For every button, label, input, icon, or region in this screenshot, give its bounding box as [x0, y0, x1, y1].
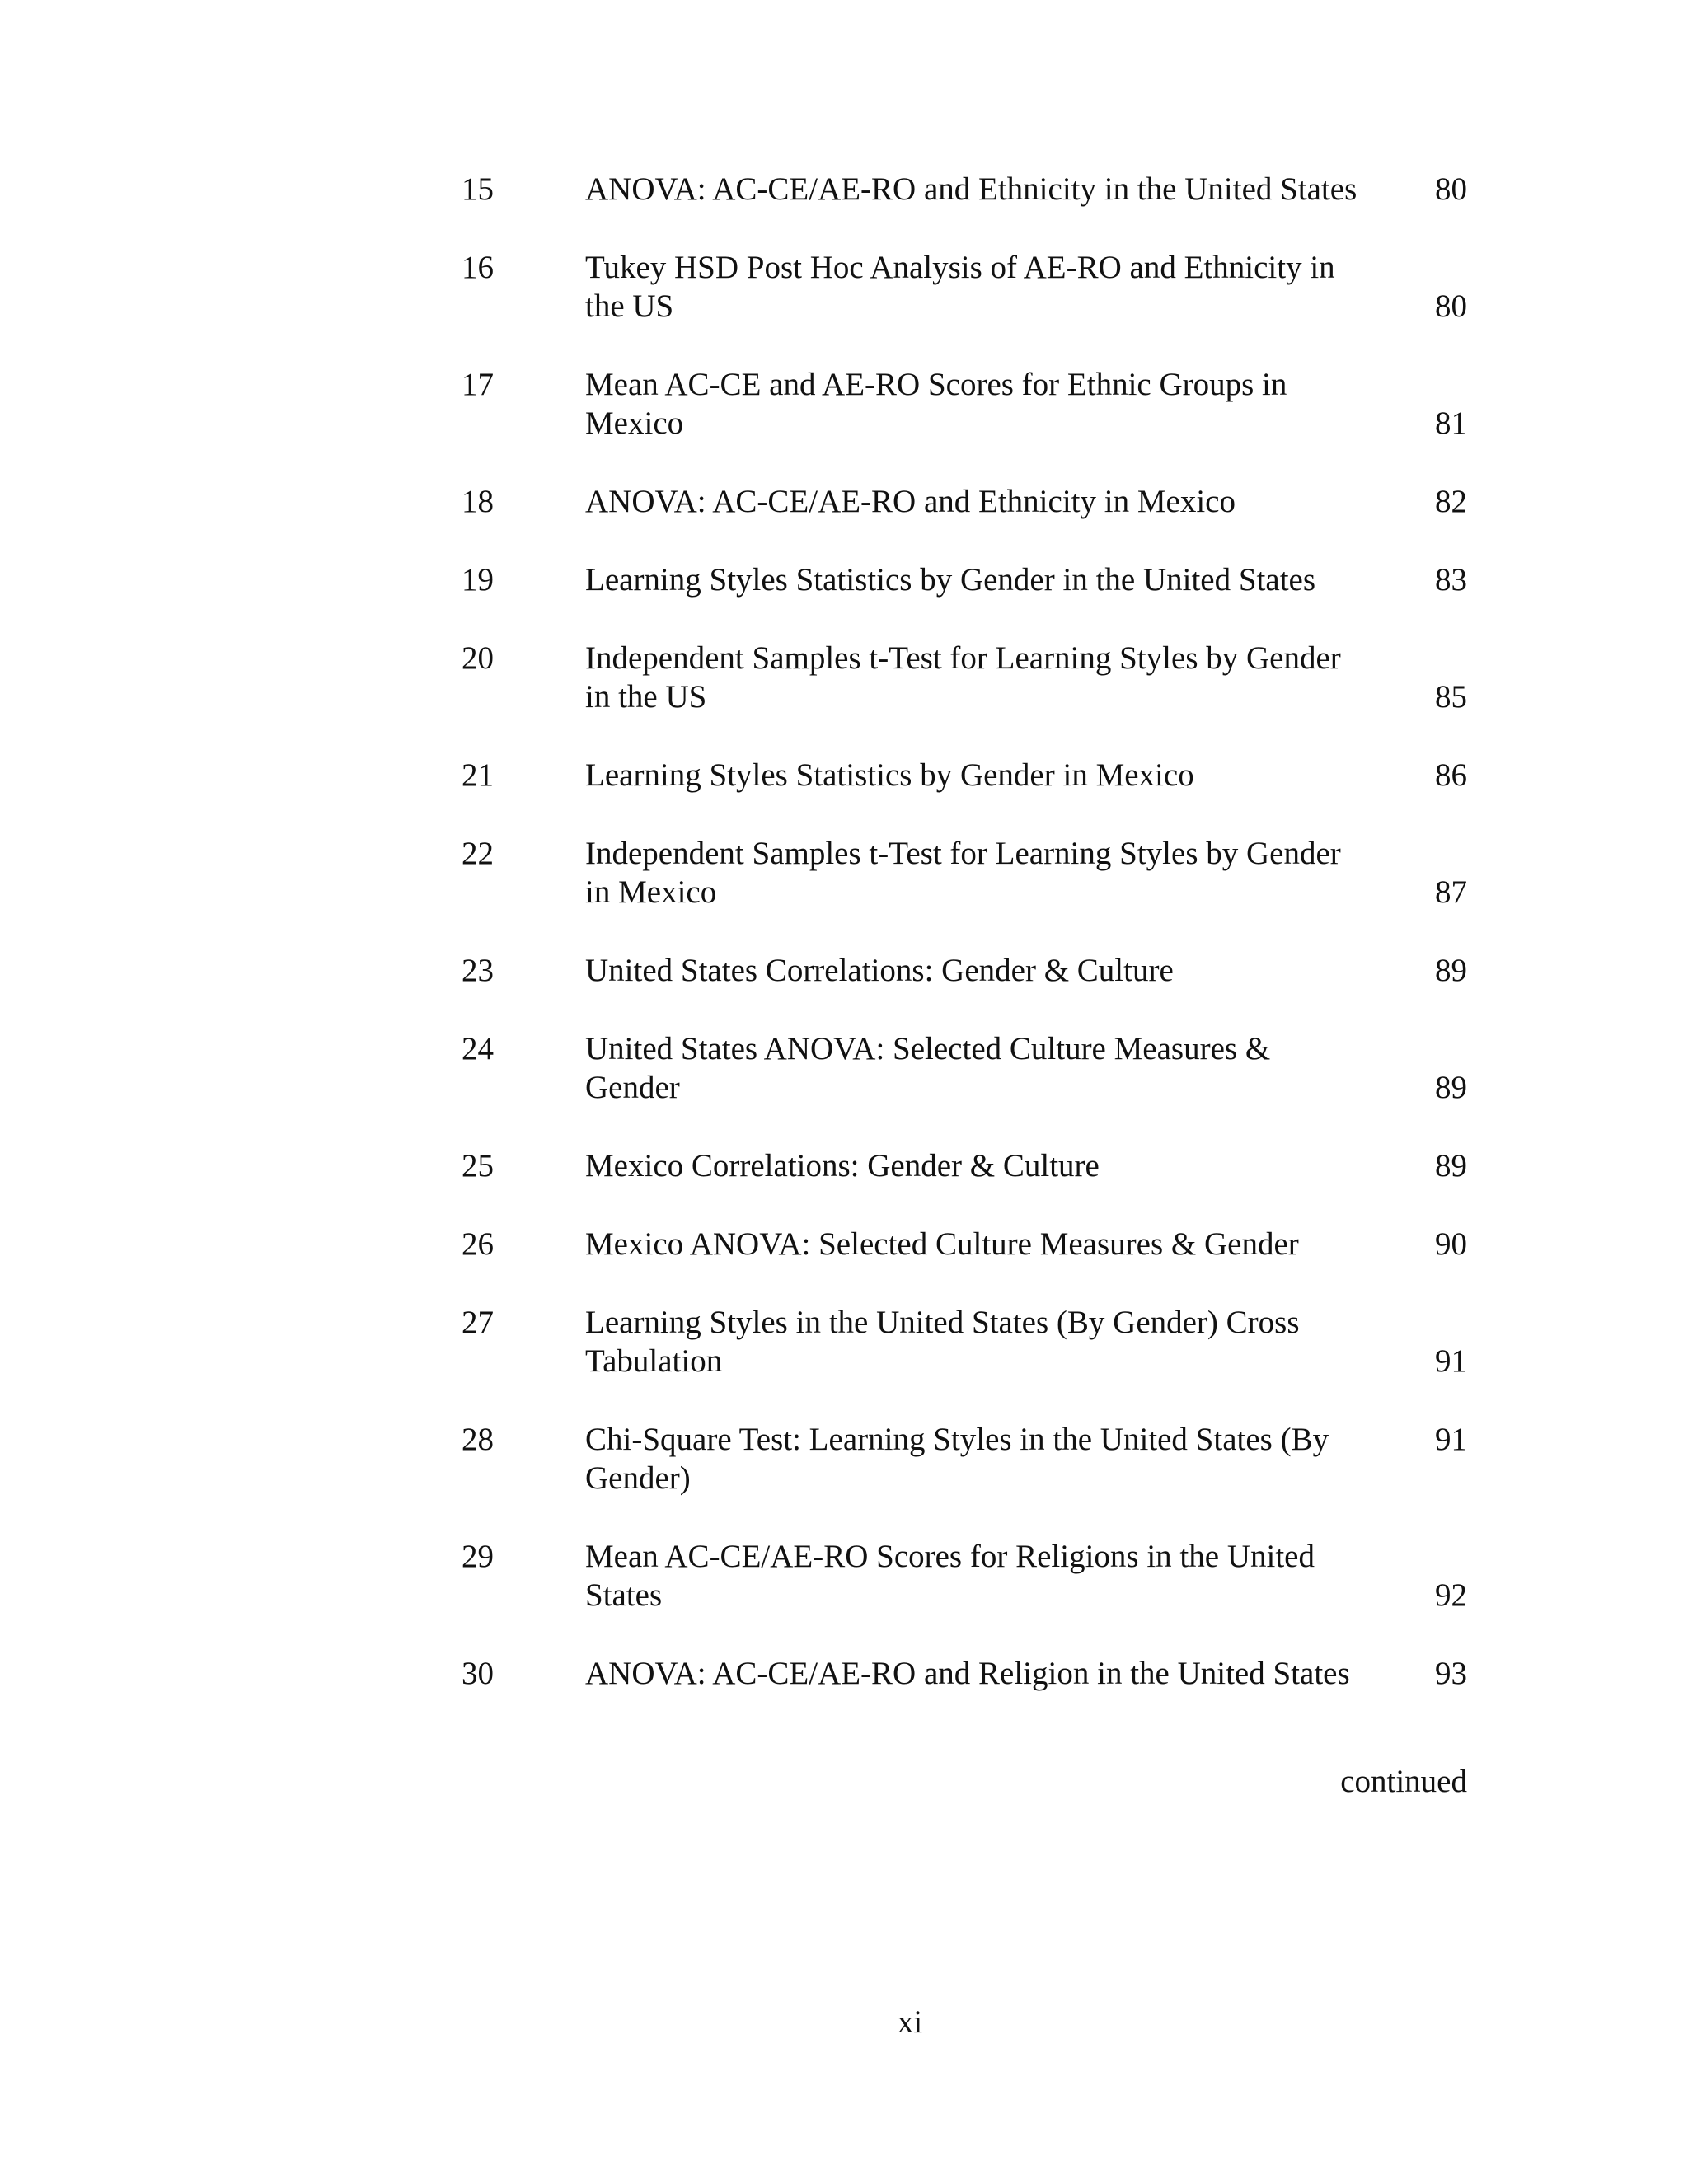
table-title: ANOVA: AC-CE/AE-RO and Religion in the United States	[585, 1656, 1350, 1691]
table-title: ANOVA: AC-CE/AE-RO and Ethnicity in the United States	[585, 171, 1357, 207]
table-title: Learning Styles Statistics by Gender in Mexico	[585, 757, 1194, 793]
table-entry	[462, 560, 1467, 599]
table-number: 28	[462, 1422, 494, 1457]
continued-note: continued	[1340, 1764, 1467, 1799]
table-title: Mexico Correlations: Gender & Culture	[585, 1148, 1100, 1183]
table-title: Chi-Square Test: Learning Styles in the United States (By Gender)	[585, 1422, 1329, 1496]
table-entry	[462, 365, 1467, 443]
table-title: ANOVA: AC-CE/AE-RO and Ethnicity in Mexico	[585, 484, 1236, 519]
table-entry	[462, 248, 1467, 326]
table-page-number: 90	[1435, 1226, 1467, 1262]
table-page-number: 80	[1435, 171, 1467, 207]
table-page-number: 91	[1435, 1422, 1467, 1457]
table-number: 22	[462, 836, 494, 871]
table-page-number: 82	[1435, 484, 1467, 519]
table-entry	[462, 1029, 1467, 1107]
page-number-folio: xi	[897, 2004, 923, 2040]
table-entry	[462, 1303, 1467, 1380]
table-page-number: 91	[1435, 1343, 1467, 1379]
table-title: Tukey HSD Post Hoc Analysis of AE-RO and Ethnicity in the US	[585, 250, 1335, 324]
table-number: 29	[462, 1539, 494, 1574]
table-number: 27	[462, 1305, 494, 1340]
table-entry	[462, 1146, 1467, 1185]
table-entry	[462, 1420, 1467, 1497]
table-page-number: 89	[1435, 953, 1467, 988]
table-entry	[462, 170, 1467, 209]
table-number: 16	[462, 250, 494, 285]
table-number: 25	[462, 1148, 494, 1183]
table-number: 17	[462, 367, 494, 402]
list-of-tables	[462, 170, 1467, 1732]
table-entry	[462, 756, 1467, 794]
table-page-number: 80	[1435, 288, 1467, 324]
table-title: Learning Styles Statistics by Gender in the United States	[585, 562, 1316, 598]
table-entry	[462, 1225, 1467, 1263]
table-entry	[462, 1537, 1467, 1615]
table-page-number: 81	[1435, 405, 1467, 441]
table-number: 26	[462, 1226, 494, 1262]
table-title: Mean AC-CE/AE-RO Scores for Religions in the United States	[585, 1539, 1315, 1613]
table-number: 15	[462, 171, 494, 207]
table-entry	[462, 639, 1467, 716]
table-number: 18	[462, 484, 494, 519]
table-page-number: 89	[1435, 1148, 1467, 1183]
table-entry	[462, 951, 1467, 990]
table-title: United States ANOVA: Selected Culture Measures & Gender	[585, 1031, 1271, 1105]
table-number: 21	[462, 757, 494, 793]
table-title: Learning Styles in the United States (By Gender) Cross Tabulation	[585, 1305, 1300, 1379]
table-page-number: 85	[1435, 679, 1467, 715]
table-number: 20	[462, 640, 494, 676]
table-number: 23	[462, 953, 494, 988]
table-page-number: 92	[1435, 1577, 1467, 1613]
table-title: United States Correlations: Gender & Culture	[585, 953, 1174, 988]
table-title: Independent Samples t-Test for Learning Styles by Gender in the US	[585, 640, 1341, 715]
table-title: Mexico ANOVA: Selected Culture Measures & Gender	[585, 1226, 1299, 1262]
table-number: 30	[462, 1656, 494, 1691]
table-page-number: 87	[1435, 874, 1467, 910]
table-number: 19	[462, 562, 494, 598]
table-entry	[462, 482, 1467, 521]
table-page-number: 86	[1435, 757, 1467, 793]
table-entry	[462, 1654, 1467, 1693]
table-number: 24	[462, 1031, 494, 1066]
table-entry	[462, 834, 1467, 912]
table-page-number: 89	[1435, 1070, 1467, 1105]
table-page-number: 83	[1435, 562, 1467, 598]
table-title: Mean AC-CE and AE-RO Scores for Ethnic Groups in Mexico	[585, 367, 1287, 441]
table-title: Independent Samples t-Test for Learning Styles by Gender in Mexico	[585, 836, 1341, 910]
table-page-number: 93	[1435, 1656, 1467, 1691]
